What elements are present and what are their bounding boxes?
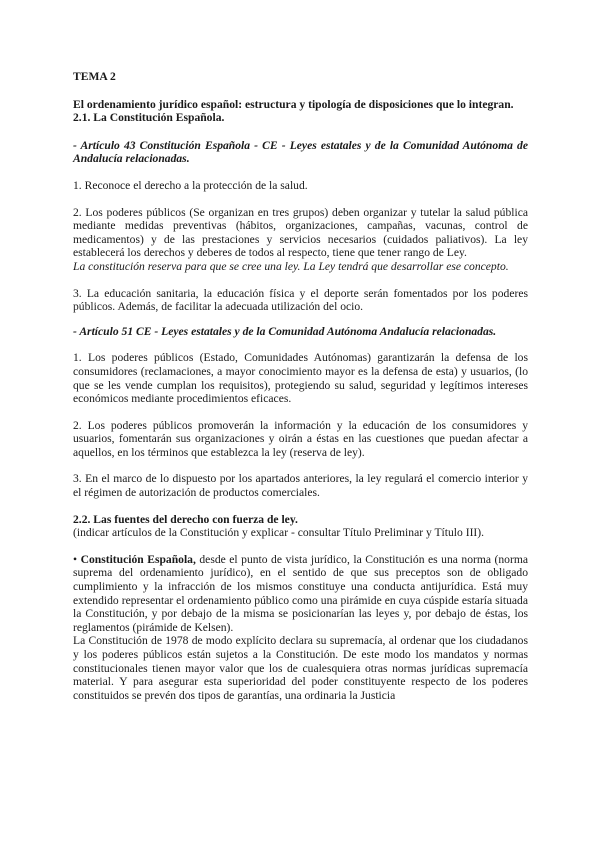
- document-title: El ordenamiento jurídico español: estructura y tipología de disposiciones que lo integran.: [73, 97, 514, 111]
- article-43-paragraph-3: 3. La educación sanitaria, la educación física y el deporte serán fomentados por los poderes públicos. Además, de facilitar la adecuada utilización del ocio.: [73, 286, 528, 314]
- article-51-heading: - Artículo 51 CE - Leyes estatales y de la Comunidad Autónoma Andalucía relacionadas.: [73, 324, 497, 338]
- article-51-paragraph-2: 2. Los poderes públicos promoverán la información y la educación de los consumidores y usuarios, fomentarán sus organizaciones y oirán a éstas en las cuestiones que puedan afectar a aquellos, en los términos que establezca la ley (reserva de ley).: [73, 418, 528, 459]
- article-43-heading: - Artículo 43 Constitución Española - CE - Leyes estatales y de la Comunidad Autónoma de Andalucía relacionadas.: [73, 138, 528, 166]
- section-2-2-note: (indicar artículos de la Constitución y explicar - consultar Título Preliminar y Título III).: [73, 526, 485, 540]
- constitution-text: desde el punto de vista jurídico, la Constitución es una norma (norma suprema del ordenamiento jurídico), en el sentido de que sus preceptos son de obligado cumplimiento y la infracción de los mismos constituye una conducta antijurídica. Está muy extendido representar el ordenamiento público como una pirámide en cuya cúspide estaría situada la Constitución, y por debajo de la misma se posicionarían las leyes y, por debajo de éstas, los reglamentos (pirámide de Kelsen).: [73, 552, 529, 634]
- article-51-paragraph-1: 1. Los poderes públicos (Estado, Comunidades Autónomas) garantizarán la defensa de los consumidores (reclamaciones, a mayor conocimiento mayor es la defensa de esta) y usuarios, (lo que se les vende cumplan los requisitos), protegiendo su salud, seguridad y legítimos intereses económicos mediante procedimientos eficaces.: [73, 351, 528, 406]
- section-2-2-heading: 2.2. Las fuentes del derecho con fuerza de ley.: [73, 512, 298, 526]
- article-43-note: La constitución reserva para que se cree una ley. La Ley tendrá que desarrollar ese concepto.: [73, 259, 509, 273]
- constitution-paragraph: [73, 553, 528, 635]
- section-2-1-heading: 2.1. La Constitución Española.: [73, 111, 225, 125]
- article-51-paragraph-3: 3. En el marco de lo dispuesto por los apartados anteriores, la ley regulará el comercio interior y el régimen de autorización de productos comerciales.: [73, 472, 528, 500]
- bullet: •: [73, 552, 78, 566]
- constitution-label: Constitución Española,: [80, 552, 196, 566]
- tema-heading: TEMA 2: [73, 70, 116, 83]
- constitution-paragraph-2: La Constitución de 1978 de modo explícito declara su supremacía, al ordenar que los ciudadanos y los poderes públicos están sujetos a la Constitución. De este modo los mandatos y normas constitucionales tienen mayor valor que los de cualesquiera otras normas jurídicas supremacía material. Y para asegurar esta superioridad del poder constituyente respecto de los poderes constituidos se prevén dos tipos de garantías, una ordinaria la Justicia: [73, 634, 528, 702]
- article-43-paragraph-2: 2. Los poderes públicos (Se organizan en tres grupos) deben organizar y tutelar la salud pública mediante medidas preventivas (hábitos, organizaciones, campañas, vacunas, control de medicamentos) y de las prestaciones y servicios necesarios (cuidados paliativos). La ley establecerá los derechos y deberes de todos al respecto, tiene que tener rango de Ley.: [73, 205, 528, 260]
- article-43-paragraph-1: 1. Reconoce el derecho a la protección de la salud.: [73, 178, 308, 192]
